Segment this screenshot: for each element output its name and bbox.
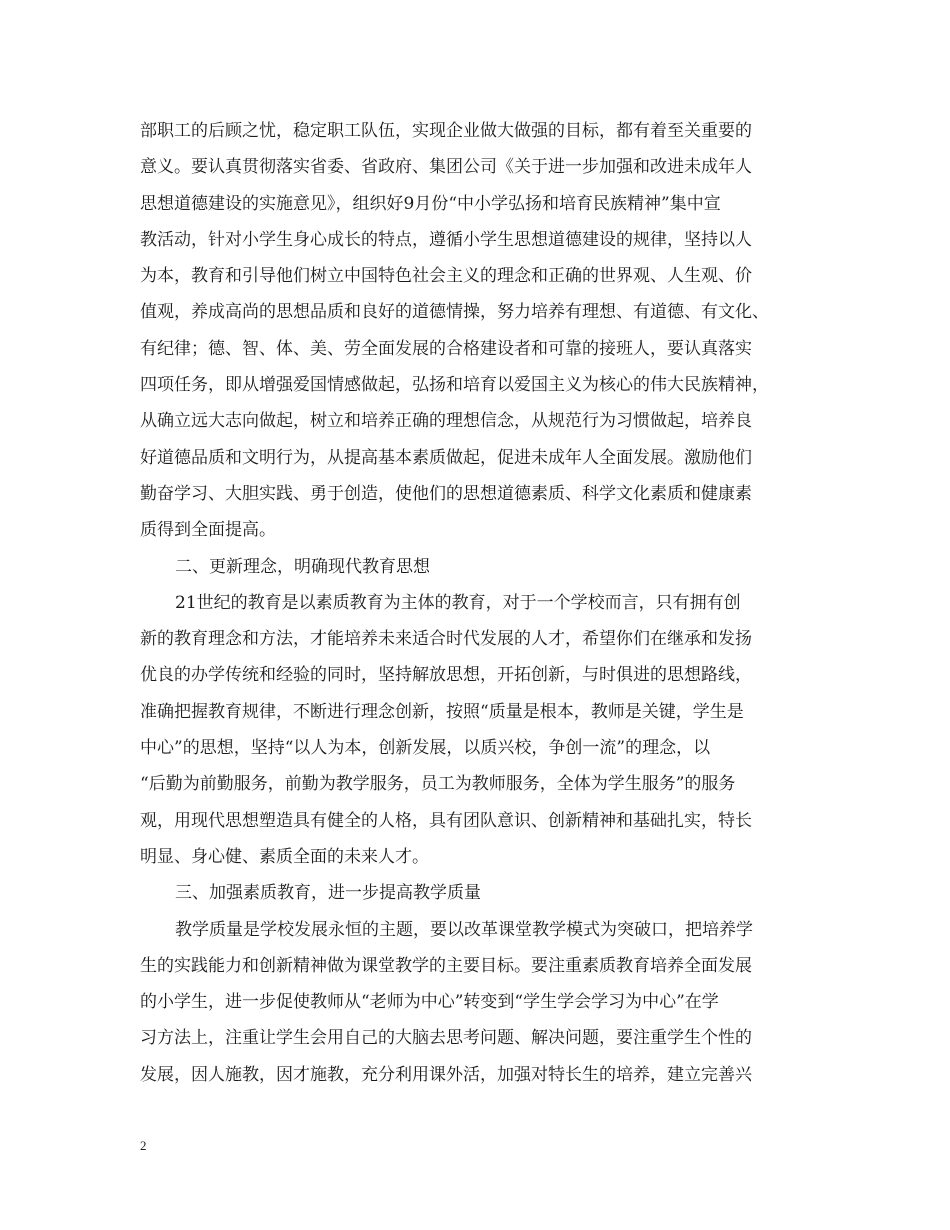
text-line: “后勤为前勤服务，前勤为教学服务，员工为教师服务，全体为学生服务”的服务 — [140, 774, 736, 795]
text-line: 勤奋学习、大胆实践、勇于创造，使他们的思想道德素质、科学文化素质和健康素 — [140, 483, 752, 504]
text-line: 部职工的后顾之忧，稳定职工队伍，实现企业做大做强的目标，都有着至关重要的 — [140, 121, 752, 141]
text-line: 意义。要认真贯彻落实省委、省政府、集团公司《关于进一步加强和改进未成年人 — [140, 157, 752, 178]
text-line: 新的教育理念和方法，才能培养未来适合时代发展的人才，希望你们在继承和发扬 — [140, 629, 752, 650]
text-line: 质得到全面提高。 — [140, 520, 276, 541]
page-number: 2 — [140, 1138, 147, 1153]
text-line: 中心”的思想，坚持“以人为本，创新发展，以质兴校，争创一流”的理念，以 — [140, 738, 711, 759]
text-line: 观，用现代思想塑造具有健全的人格，具有团队意识、创新精神和基础扎实，特长 — [140, 810, 752, 831]
text-line: 生的实践能力和创新精神做为课堂教学的主要目标。要注重素质教育培养全面发展 — [140, 955, 752, 976]
text-line: 思想道德建设的实施意见》，组织好9月份“中小学弘扬和培育民族精神”集中宣 — [140, 193, 721, 214]
text-line: 为本，教育和引导他们树立中国特色社会主义的理念和正确的世界观、人生观、价 — [140, 266, 752, 287]
text-line: 值观，养成高尚的思想品质和良好的道德情操，努力培养有理想、有道德、有文化、 — [140, 302, 769, 323]
section-heading: 三、加强素质教育，进一步提高教学质量 — [175, 883, 481, 904]
body-text — [140, 113, 824, 1093]
text-line: 好道德品质和文明行为，从提高基本素质做起，促进未成年人全面发展。激励他们 — [140, 447, 752, 468]
text-line: 有纪律；德、智、体、美、劳全面发展的合格建设者和可靠的接班人，要认真落实 — [140, 338, 752, 359]
text-line: 教学质量是学校发展永恒的主题，要以改革课堂教学模式为突破口，把培养学 — [175, 919, 753, 940]
text-line: 优良的办学传统和经验的同时，坚持解放思想，开拓创新，与时俱进的思想路线， — [140, 665, 752, 686]
text-line: 四项任务，即从增强爱国情感做起，弘扬和培育以爱国主义为核心的伟大民族精神， — [140, 375, 769, 396]
text-line: 明显、身心健、素质全面的未来人才。 — [140, 846, 429, 867]
section-heading: 二、更新理念，明确现代教育思想 — [175, 556, 430, 577]
text-line: 习方法上，注重让学生会用自己的大脑去思考问题、解决问题，要注重学生个性的 — [140, 1028, 752, 1049]
text-line: 21世纪的教育是以素质教育为主体的教育，对于一个学校而言，只有拥有创 — [175, 592, 741, 613]
text-line: 准确把握教育规律，不断进行理念创新，按照“质量是根本，教师是关键，学生是 — [140, 701, 744, 722]
text-line: 教活动，针对小学生身心成长的特点，遵循小学生思想道德建设的规律，坚持以人 — [140, 229, 752, 250]
text-line: 的小学生，进一步促使教师从“老师为中心”转变到“学生学会学习为中心”在学 — [140, 992, 719, 1013]
text-line: 从确立远大志向做起，树立和培养正确的理想信念，从规范行为习惯做起，培养良 — [140, 411, 752, 432]
text-line: 发展，因人施教，因才施教，充分利用课外活，加强对特长生的培养，建立完善兴 — [140, 1064, 752, 1085]
